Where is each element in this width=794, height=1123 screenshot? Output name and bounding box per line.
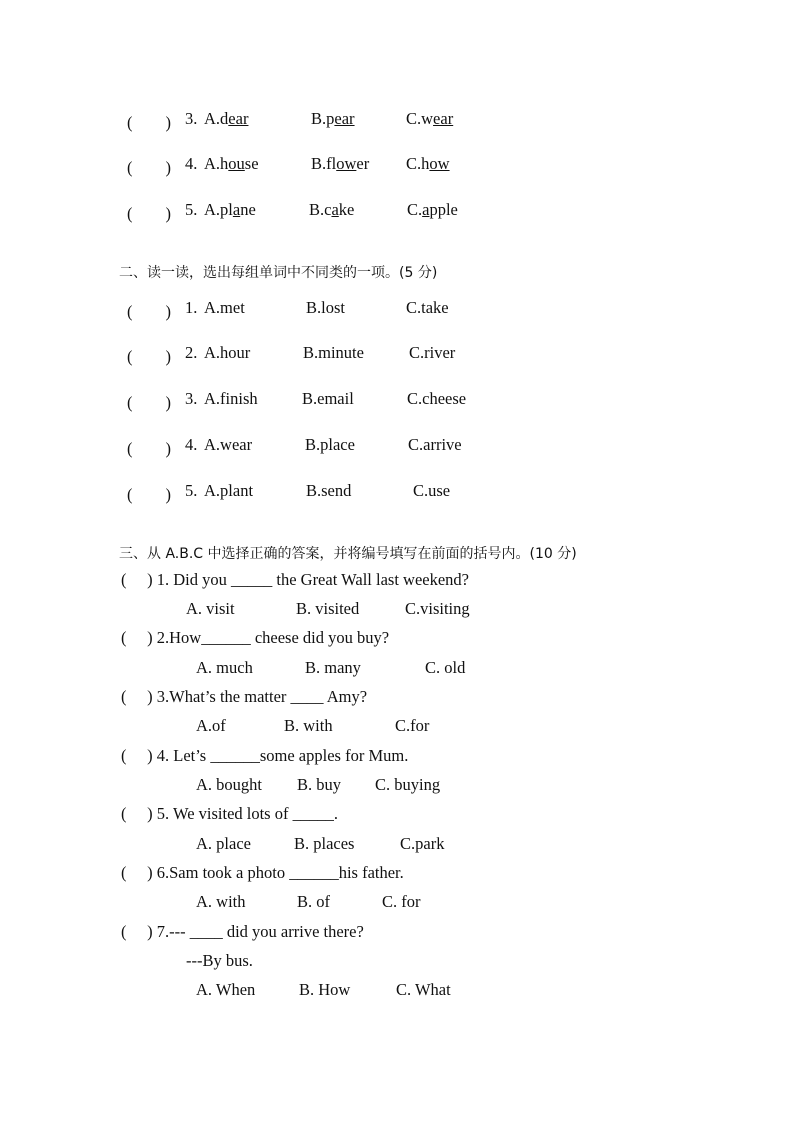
- question-text: ( ) 5. We visited lots of _____.: [121, 804, 338, 823]
- answer-paren[interactable]: ( ): [127, 113, 171, 132]
- option-b: B. How: [299, 980, 351, 999]
- question-text: ( ) 2.How______ cheese did you buy?: [121, 628, 390, 647]
- option-c: C.apple: [407, 200, 458, 219]
- item-number: 4.: [185, 154, 198, 173]
- question-text: ( ) 1. Did you _____ the Great Wall last weekend?: [121, 570, 469, 589]
- option-c: C. What: [396, 980, 451, 999]
- option-b: B.pear: [311, 109, 355, 128]
- question-text: ( ) 3.What’s the matter ____ Amy?: [121, 687, 368, 706]
- option-c: C.use: [413, 481, 451, 500]
- option-c: C.take: [406, 298, 449, 317]
- option-a: A. When: [196, 980, 256, 999]
- option-b: B.email: [302, 389, 354, 408]
- option-b: B.send: [306, 481, 352, 500]
- option-c: C.river: [409, 343, 456, 362]
- answer-paren[interactable]: ( ): [127, 347, 171, 366]
- answer-paren[interactable]: ( ): [127, 158, 171, 177]
- section-heading-3: 三、从 A.B.C 中选择正确的答案，并将编号填写在前面的括号内。(10 分): [119, 546, 577, 562]
- option-a: A.dear: [204, 109, 249, 128]
- option-b: B. visited: [296, 599, 360, 618]
- option-a: A. place: [196, 834, 251, 853]
- question-text: ( ) 7.--- ____ did you arrive there?: [121, 922, 364, 941]
- option-a: A.met: [204, 298, 245, 317]
- option-a: A.of: [196, 716, 226, 735]
- option-b: B.flower: [311, 154, 370, 173]
- option-a: A.house: [204, 154, 259, 173]
- option-c: C. old: [425, 658, 466, 677]
- option-c: C.how: [406, 154, 450, 173]
- item-number: 3.: [185, 389, 198, 408]
- option-b: B. of: [297, 892, 330, 911]
- item-number: 5.: [185, 200, 198, 219]
- item-number: 4.: [185, 435, 198, 454]
- option-a: A.hour: [204, 343, 251, 362]
- answer-paren[interactable]: ( ): [127, 439, 171, 458]
- option-b: B.place: [305, 435, 355, 454]
- section-heading-2: 二、读一读，选出每组单词中不同类的一项。(5 分): [119, 265, 438, 281]
- answer-paren[interactable]: ( ): [127, 485, 171, 504]
- option-a: A. with: [196, 892, 246, 911]
- item-number: 5.: [185, 481, 198, 500]
- option-b: B. places: [294, 834, 355, 853]
- option-c: C.wear: [406, 109, 454, 128]
- option-b: B. many: [305, 658, 361, 677]
- item-number: 1.: [185, 298, 198, 317]
- option-b: B.cake: [309, 200, 355, 219]
- option-a: A.plant: [204, 481, 254, 500]
- option-a: A. much: [196, 658, 253, 677]
- option-b: B. buy: [297, 775, 342, 794]
- option-a: A.wear: [204, 435, 253, 454]
- dialogue-answer: ---By bus.: [186, 951, 253, 970]
- option-c: C.arrive: [408, 435, 462, 454]
- question-text: ( ) 4. Let’s ______some apples for Mum.: [121, 746, 409, 765]
- item-number: 3.: [185, 109, 198, 128]
- option-c: C.park: [400, 834, 445, 853]
- option-b: B.minute: [303, 343, 364, 362]
- answer-paren[interactable]: ( ): [127, 393, 171, 412]
- option-a: A.plane: [204, 200, 256, 219]
- option-a: A. bought: [196, 775, 262, 794]
- option-c: C. for: [382, 892, 421, 911]
- option-a: A.finish: [204, 389, 258, 408]
- question-text: ( ) 6.Sam took a photo ______his father.: [121, 863, 404, 882]
- option-a: A. visit: [186, 599, 235, 618]
- option-c: C. buying: [375, 775, 441, 794]
- option-c: C.for: [395, 716, 430, 735]
- option-c: C.visiting: [405, 599, 470, 618]
- option-b: B. with: [284, 716, 333, 735]
- option-c: C.cheese: [407, 389, 467, 408]
- answer-paren[interactable]: ( ): [127, 302, 171, 321]
- answer-paren[interactable]: ( ): [127, 204, 171, 223]
- item-number: 2.: [185, 343, 198, 362]
- option-b: B.lost: [306, 298, 345, 317]
